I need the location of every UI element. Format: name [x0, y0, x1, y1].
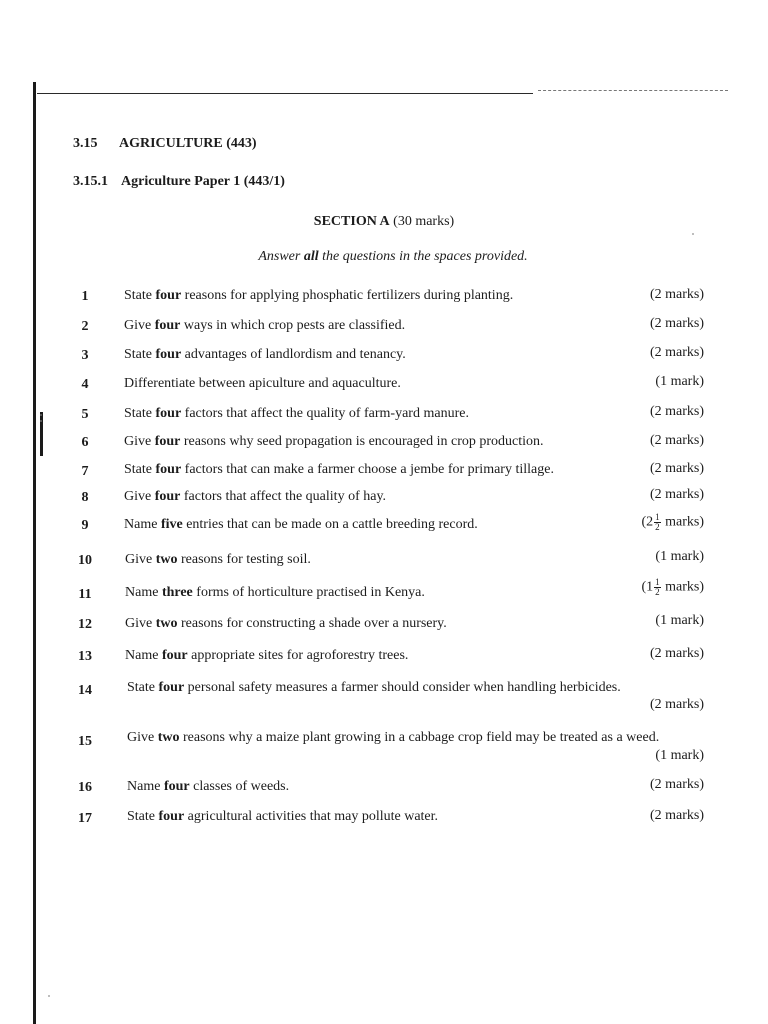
question-marks: (2 marks): [649, 646, 704, 661]
question-text: State four reasons for applying phosphatic fertilizers during planting.: [124, 288, 514, 303]
question-text: State four factors that affect the quality of farm-yard manure.: [124, 406, 469, 421]
fraction: $\frac{1}{2}$: [655, 512, 660, 532]
scan-speck: [48, 995, 50, 997]
question-marks: (2 $\frac{1}{2}$ marks): [641, 512, 704, 532]
question-marks: (1 $\frac{1}{2}$ marks): [641, 577, 704, 597]
question-marks: (2 marks): [649, 287, 704, 302]
question-text: State four advantages of landlordism and tenancy.: [124, 347, 406, 362]
subsection-number: 3.15.1: [73, 174, 108, 189]
margin-dot: [40, 420, 42, 422]
question-text: Name five entries that can be made on a cattle breeding record.: [124, 517, 478, 532]
question-text: Give two reasons why a maize plant growing in a cabbage crop field may be treated as a weed.: [127, 730, 660, 745]
question-number: 7: [81, 464, 89, 479]
question-text: State four factors that can make a farmer choose a jembe for primary tillage.: [124, 462, 554, 477]
question-marks: (2 marks): [649, 808, 704, 823]
instruction-text: the questions in the spaces provided.: [318, 249, 528, 264]
question-text: State four agricultural activities that may pollute water.: [127, 809, 439, 824]
question-marks: (2 marks): [649, 487, 704, 502]
question-text: State four personal safety measures a farmer should consider when handling herbicides.: [127, 680, 621, 695]
question-number: 12: [78, 617, 92, 632]
question-text: Name four classes of weeds.: [127, 779, 290, 794]
question-number: 8: [81, 490, 89, 505]
question-marks: (2 marks): [649, 777, 704, 792]
question-marks: (2 marks): [649, 404, 704, 419]
margin-dot: [40, 414, 42, 416]
instruction-text: Answer: [258, 249, 304, 264]
top-dashed-rule: [538, 90, 728, 91]
question-text: Name three forms of horticulture practised in Kenya.: [125, 585, 425, 600]
section-title: AGRICULTURE (443): [119, 136, 257, 151]
question-number: 11: [78, 587, 92, 602]
margin-scan-mark: [40, 412, 43, 456]
question-text: Give two reasons for constructing a shade over a nursery.: [125, 616, 447, 631]
section-a-label: SECTION A: [313, 214, 390, 229]
question-number: 17: [78, 811, 92, 826]
instruction-emphasis: all: [303, 249, 319, 264]
question-marks: (1 mark): [655, 613, 704, 628]
question-marks: (2 marks): [649, 461, 704, 476]
top-rule: [37, 93, 533, 94]
question-marks: (2 marks): [649, 316, 704, 331]
question-text: Give four factors that affect the quality of hay.: [124, 489, 387, 504]
question-number: 13: [78, 649, 92, 664]
subsection-title: Agriculture Paper 1 (443/1): [121, 174, 285, 189]
question-marks: (2 marks): [649, 345, 704, 360]
question-number: 1: [81, 289, 89, 304]
section-number: 3.15: [73, 136, 98, 151]
question-marks: (1 mark): [655, 549, 704, 564]
question-text: Differentiate between apiculture and aquaculture.: [124, 376, 401, 391]
question-text: Give four reasons why seed propagation is encouraged in crop production.: [124, 434, 544, 449]
question-number: 3: [81, 348, 89, 363]
question-number: 2: [81, 319, 89, 334]
question-number: 14: [78, 683, 92, 698]
scan-speck: [692, 233, 694, 235]
instruction: [0, 249, 768, 265]
question-number: 6: [81, 435, 89, 450]
question-number: 10: [78, 553, 92, 568]
question-text: Give four ways in which crop pests are classified.: [124, 318, 406, 333]
section-heading: [73, 136, 257, 152]
subsection-heading: [73, 174, 285, 190]
section-a-marks: (30 marks): [393, 214, 455, 229]
question-number: 9: [81, 518, 89, 533]
question-number: 16: [78, 780, 92, 795]
section-a-title: [0, 214, 768, 230]
question-number: 4: [81, 377, 89, 392]
fraction: $\frac{1}{2}$: [655, 577, 660, 597]
question-text: Name four appropriate sites for agroforestry trees.: [125, 648, 409, 663]
question-marks: (1 mark): [655, 748, 704, 763]
question-number: 15: [78, 734, 92, 749]
question-marks: (2 marks): [649, 697, 704, 712]
question-number: 5: [81, 407, 89, 422]
question-marks: (2 marks): [649, 433, 704, 448]
question-marks: (1 mark): [655, 374, 704, 389]
question-text: Give two reasons for testing soil.: [125, 552, 311, 567]
